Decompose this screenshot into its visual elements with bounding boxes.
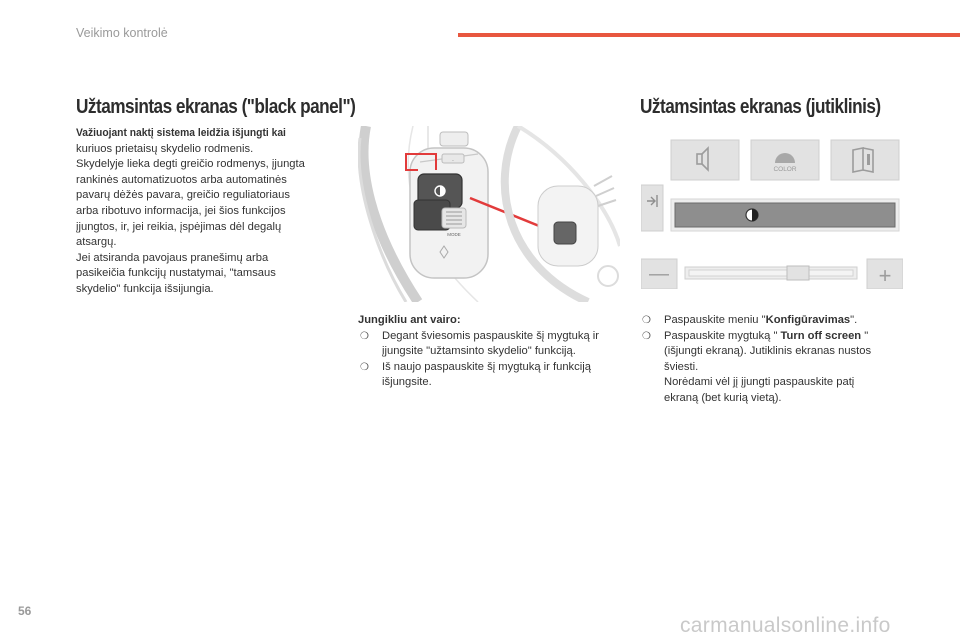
brightness-slider [689, 270, 853, 276]
bullet-square-icon: ❍ [642, 315, 651, 326]
header-accent-bar [458, 33, 960, 37]
turn-off-screen-button [675, 203, 895, 227]
left-line: kuriuos prietaisų skydelio rodmenis. [76, 142, 254, 155]
right-body [640, 313, 902, 407]
bullet-line: ekraną (bet kurią vietą). [664, 391, 782, 404]
left-lead: Važiuojant naktį sistema leidžia išjungti kai [76, 127, 286, 139]
sound-button [671, 140, 739, 180]
bullet-text-after: " [861, 329, 869, 342]
left-line: atsargų. [76, 236, 117, 249]
bullet-line: Degant šviesomis paspauskite šį mygtuką ir [382, 329, 600, 342]
left-line: Jei atsiranda pavojaus pranešimų arba [76, 251, 269, 264]
left-line: pavarų dėžės pavara, greičio reguliatoriaus [76, 189, 290, 202]
middle-body [358, 313, 624, 391]
middle-subheading: Jungikliu ant vairo: [358, 314, 461, 326]
bullet-line: Norėdami vėl jį įjungti paspauskite patį [664, 376, 855, 389]
bullet-square-icon: ❍ [642, 330, 651, 342]
color-label: COLOR [773, 166, 797, 173]
brightness-slider-thumb [787, 266, 809, 280]
bullet-line: Iš naujo paspauskite šį mygtuką ir funkciją [382, 360, 591, 373]
plus-icon: + [878, 263, 892, 288]
steering-wheel-illustration [358, 126, 620, 302]
left-line: arba ribotuvo informacija, jei šios funkcijos [76, 204, 286, 217]
bullet-text-after: ". [850, 314, 858, 326]
bullet-text-before: Paspauskite meniu " [664, 314, 766, 326]
right-heading: Užtamsintas ekranas (jutiklinis) [640, 96, 881, 118]
bullet-text-before: Paspauskite mygtuką " [664, 329, 781, 342]
middle-bullet [358, 360, 624, 391]
bullet-line: įjungsite "užtamsinto skydelio" funkciją. [382, 345, 576, 358]
bullet-bold-menu: Konfigūravimas [765, 314, 851, 326]
left-line: rankinės automatizuotos arba automatinės [76, 173, 287, 186]
bullet-square-icon: ❍ [360, 361, 369, 373]
watermark: carmanualsonline.info [680, 614, 891, 637]
page-header-title: Veikimo kontrolė [76, 26, 168, 40]
right-bullet [640, 329, 902, 407]
mode-button-label: MODE [447, 232, 461, 237]
touchscreen-illustration [641, 127, 903, 289]
info-button [831, 140, 899, 180]
bullet-line: išjungsite. [382, 376, 432, 389]
middle-bullet [358, 329, 624, 360]
page-number: 56 [18, 604, 32, 618]
bullet-line: (išjungti ekraną). Jutiklinis ekranas nustos [664, 345, 872, 358]
right-bullet [640, 313, 902, 329]
left-line: pasikeičia funkcijų nustatymai, "tamsaus [76, 267, 276, 280]
bullet-line: šviesti. [664, 360, 699, 373]
minus-icon: — [649, 263, 669, 285]
left-line: Skydelyje lieka degti greičio rodmenys, įjungta [76, 158, 305, 171]
left-line: skydelio" funkcija išsijungia. [76, 282, 214, 295]
left-heading: Užtamsintas ekranas ("black panel") [76, 96, 356, 118]
back-tab [641, 185, 663, 231]
left-body [76, 126, 326, 298]
left-line: įjungtos, ir, jei reikia, įspėjimas dėl degalų [76, 220, 282, 233]
bullet-square-icon: ❍ [360, 330, 369, 342]
bullet-bold-button: Turn off screen [780, 329, 862, 342]
svg-text:-: - [452, 158, 454, 164]
